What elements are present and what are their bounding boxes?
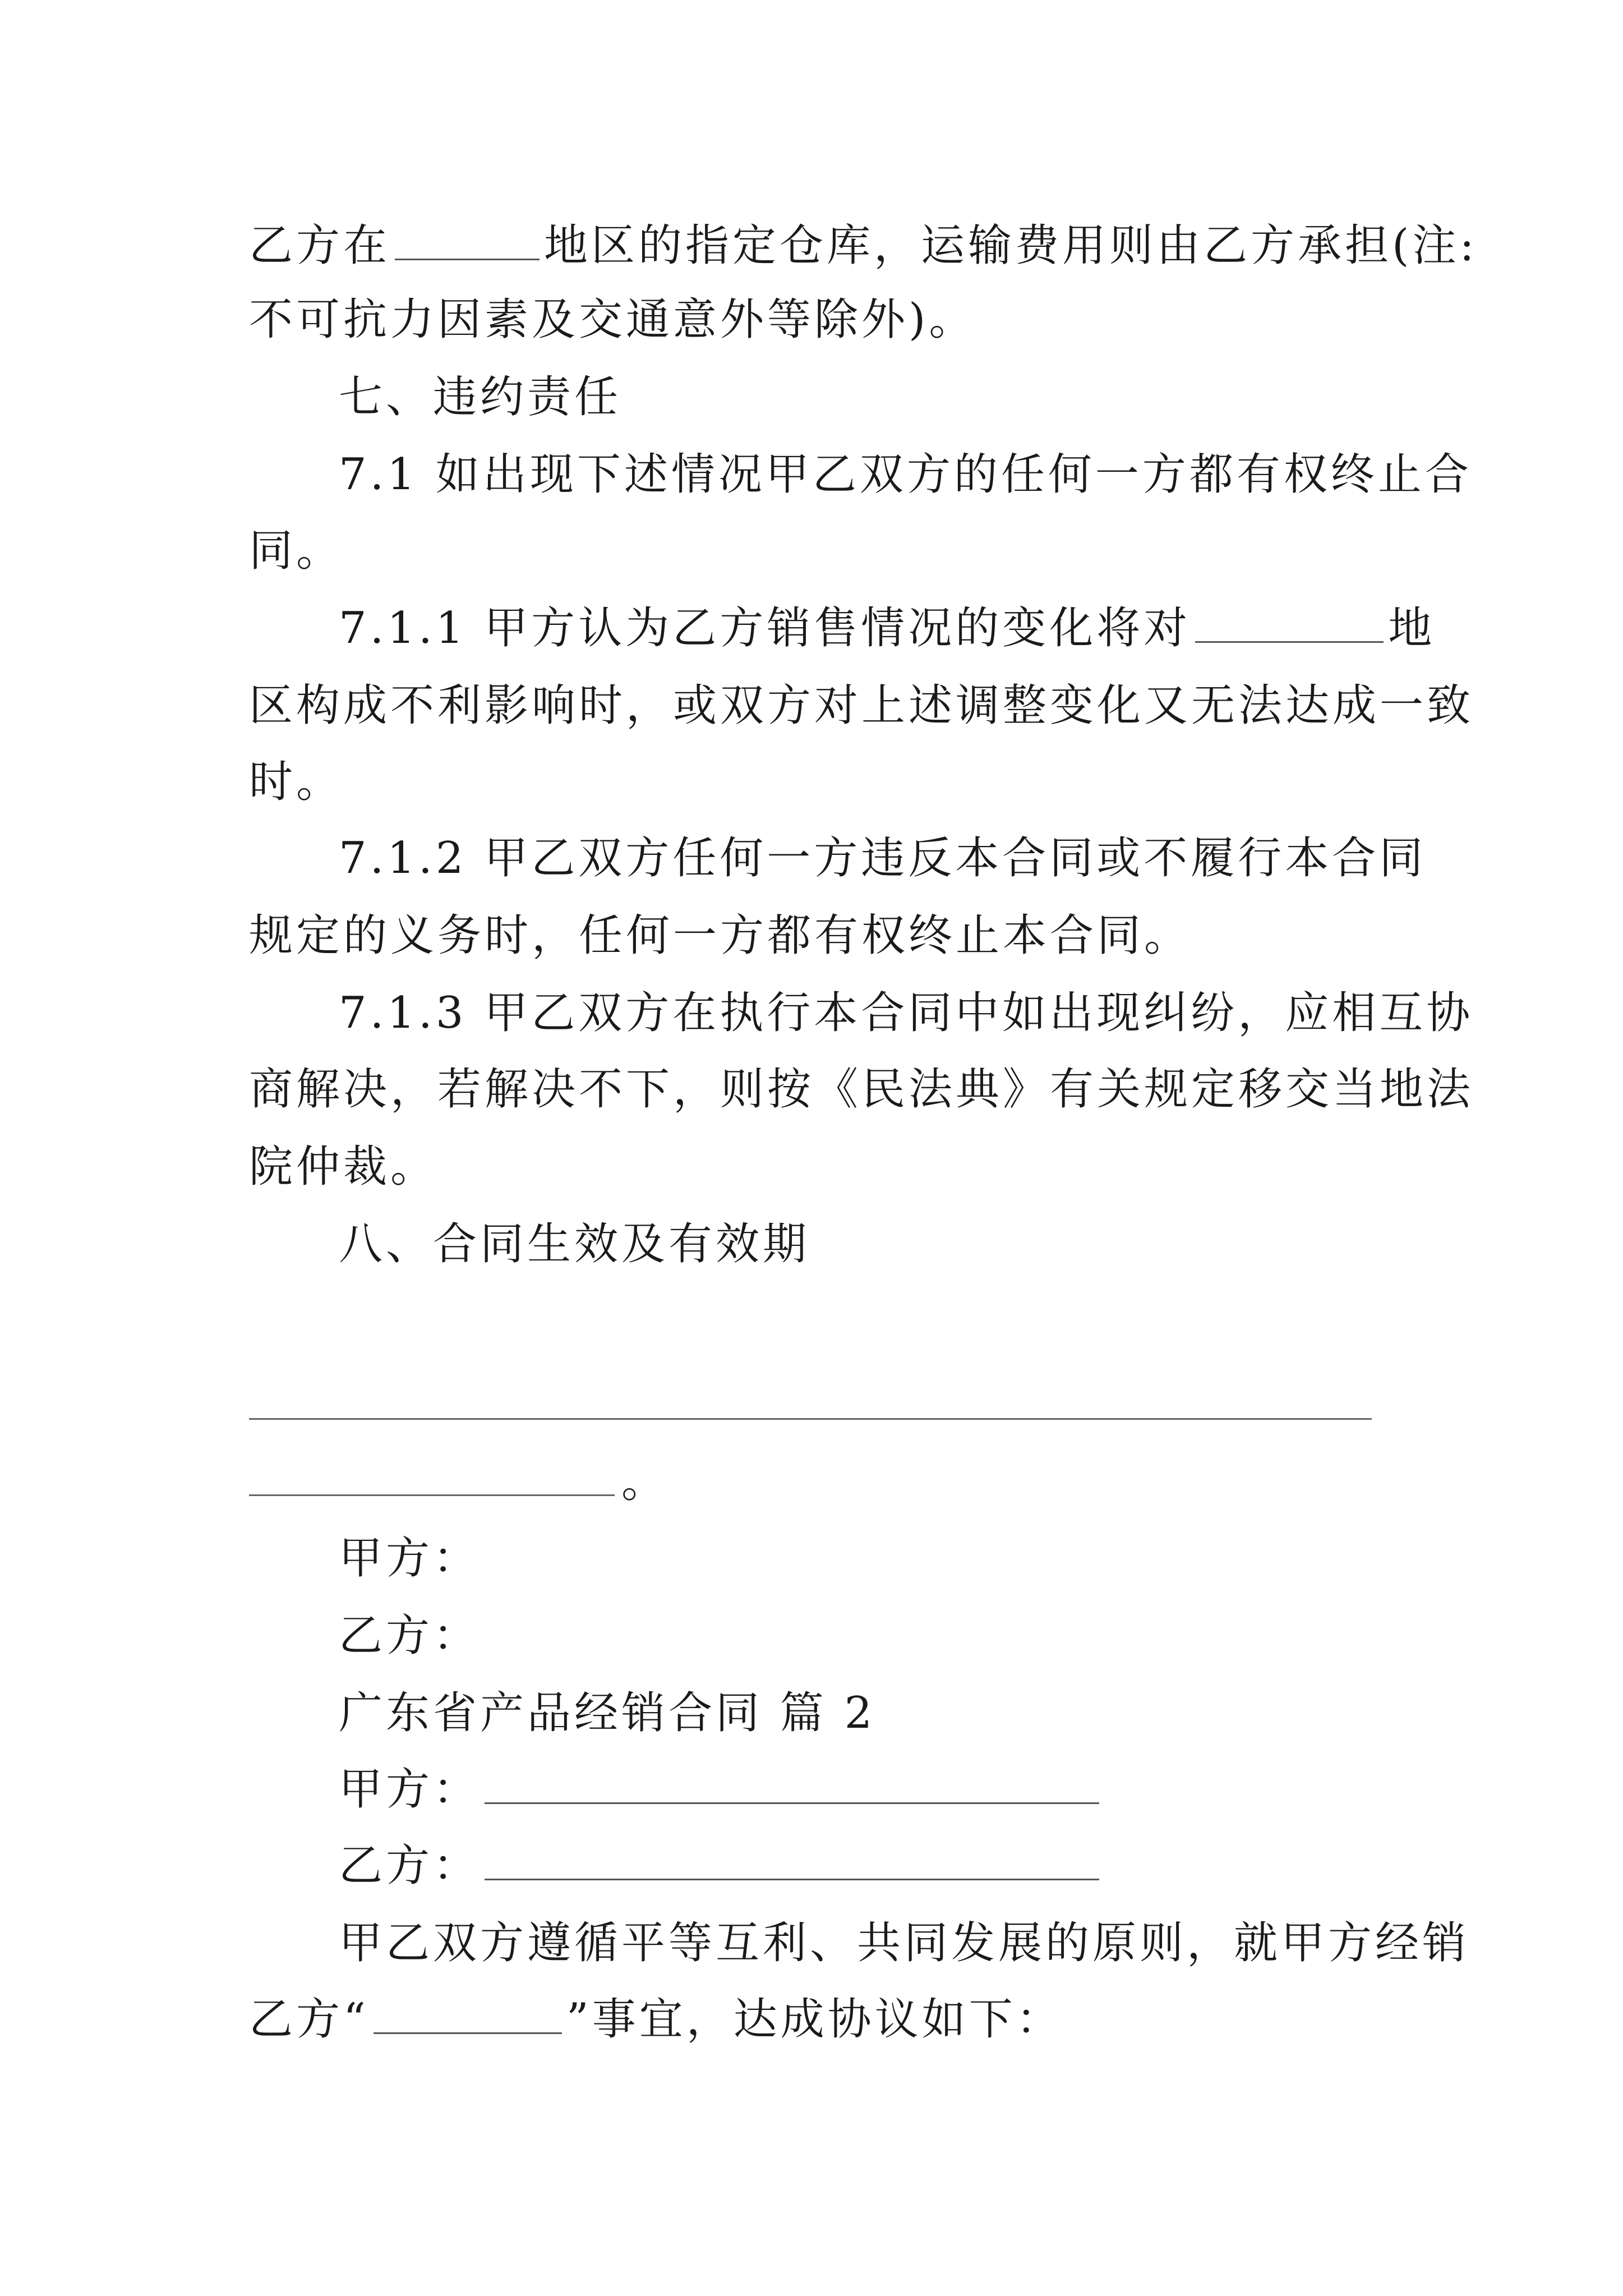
fill-blank: [374, 1993, 562, 2034]
text-line: 7.1 如出现下述情况甲乙双方的任何一方都有权终止合: [339, 449, 1472, 500]
document-title: 广东省产品经销合同 篇 2: [339, 1688, 876, 1738]
text-line: 区构成不利影响时，或双方对上述调整变化又无法达成一致: [249, 680, 1474, 731]
signature-label: 乙方：: [339, 1611, 481, 1661]
text-line: 乙方“ ”事宜，达成协议如下：: [249, 1994, 1063, 2045]
fill-blank: [1195, 602, 1384, 643]
text-line: 同。: [249, 526, 344, 576]
section-heading: 八、合同生效及有效期: [339, 1219, 810, 1269]
fill-blank: [395, 219, 540, 260]
text-line: 规定的义务时，任何一方都有权终止本合同。: [249, 910, 1192, 961]
text-line: 甲乙双方遵循平等互利、共同发展的原则，就甲方经销: [339, 1918, 1470, 1968]
fill-blank: [485, 1763, 1099, 1804]
text-line: 7.1.1 甲方认为乙方销售情况的变化将对 地: [339, 603, 1436, 654]
text-line: 7.1.3 甲乙双方在执行本合同中如出现纠纷，应相互协: [339, 988, 1474, 1038]
text-line: 不可抗力因素及交通意外等除外)。: [249, 295, 976, 345]
party-label: 甲方：: [339, 1761, 1477, 1818]
fill-blank-line: [249, 1418, 1372, 1420]
text-line: 时。: [249, 757, 344, 807]
text-line: 。: [621, 1457, 669, 1507]
section-heading: 七、违约责任: [339, 372, 622, 422]
fill-blank-line: [249, 1494, 615, 1496]
fill-blank: [485, 1839, 1099, 1880]
text-line: 商解决，若解决不下，则按《民法典》有关规定移交当地法: [249, 1064, 1474, 1115]
party-label: 乙方：: [339, 1838, 1477, 1894]
text-line: 院仲裁。: [249, 1142, 438, 1192]
signature-label: 甲方：: [339, 1533, 481, 1584]
text-line: 7.1.2 甲乙双方任何一方违反本合同或不履行本合同: [339, 833, 1427, 884]
text-line: 乙方在 地区的指定仓库，运输费用则由乙方承担(注:: [249, 220, 1478, 271]
